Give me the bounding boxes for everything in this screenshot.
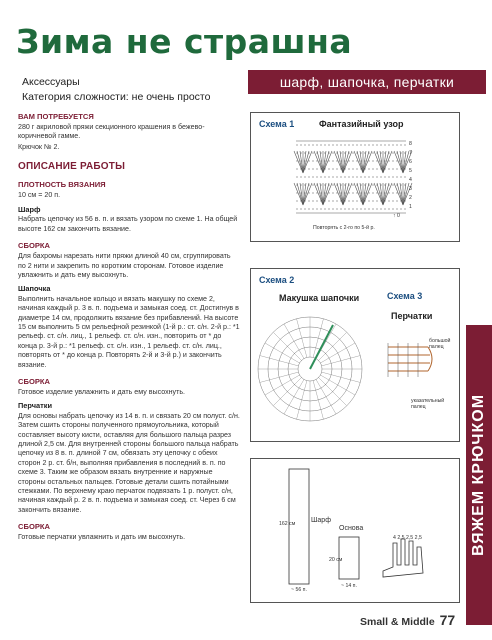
description-heading: ОПИСАНИЕ РАБОТЫ — [18, 161, 126, 173]
materials-heading: ВАМ ПОТРЕБУЕТСЯ — [18, 112, 94, 121]
page-footer — [360, 612, 455, 628]
difficulty: Категория сложности: не очень просто — [22, 91, 211, 103]
scheme-1-stitch — [377, 151, 383, 173]
page-number: 77 — [439, 612, 456, 628]
assembly-heading-3: СБОРКА — [18, 521, 51, 531]
scheme-1-row-number: 2 — [409, 195, 412, 201]
pattern-scarf-height: 162 см — [279, 521, 296, 527]
index-note: указательный палец — [411, 398, 445, 410]
scheme-1-stitch — [297, 183, 303, 205]
pattern-base-width: ~ 14 п. — [341, 583, 357, 589]
pattern-box — [250, 458, 460, 603]
scheme-1-stitch — [337, 183, 343, 205]
scheme-1-row-number: 5 — [409, 168, 412, 174]
scheme-1-stitch — [323, 183, 329, 205]
scheme-1-row-number: 3 — [409, 186, 412, 192]
scheme-1-stitch — [383, 151, 389, 173]
scheme-2-spoke — [297, 319, 307, 358]
scheme-2-spoke — [322, 356, 361, 366]
gloves-text: Для основы набрать цепочку из 14 в. п. и связать 20 см полуст. с/н. Затем сшить стороны полученного прямоугольника, который составляет высоту кисти, оставляя для большого пальца разрез длиной 2,5 см. Для внутренней стороны большого пальца набрать цепочку из 8 в. п. длиной 7 см, обвязать эту цепочку с обеих сторон 2 р. ст. б/н, выполняя прибавления в последний в. п. по схеме 3. Таким же образом вязать внутренние и наружные стороны остальных пальцев. Готовые детали сшить потайными стежками. По верхнему краю перчаток подвязать 1 р. полуст. с/н, начиная каждый р. 2 в. п. подъема и замыкая соед. ст. Через 6 см закончить вязание. — [18, 412, 240, 514]
scheme-2-spoke — [320, 343, 355, 363]
scarf-heading: Шарф — [18, 204, 41, 214]
scheme-2-spoke — [265, 375, 300, 395]
scheme-2-title: Макушка шапочки — [279, 293, 360, 303]
scheme-1-stitch — [397, 183, 403, 205]
thumb-note: большой палец — [429, 338, 451, 350]
scarf-text: Набрать цепочку из 56 в. п. и вязать узором по схеме 1. На общей высоте 162 см закончить вязание. — [18, 215, 238, 233]
scheme-1-stitch — [297, 151, 303, 173]
scheme-2-spoke — [284, 324, 304, 359]
scheme-2-3-box — [250, 268, 460, 442]
scheme-2-spoke — [322, 372, 361, 382]
scheme-2-spoke — [260, 356, 299, 366]
scheme-2-circle — [255, 309, 365, 429]
scheme-1-stitch — [317, 183, 323, 205]
gloves-heading: Перчатки — [18, 401, 53, 411]
scheme-2-spoke — [313, 381, 323, 420]
scheme-1-stitch — [357, 183, 363, 205]
scheme-1-stitch — [383, 183, 389, 205]
scheme-2-spoke — [316, 379, 336, 414]
scheme-1-stitch — [303, 151, 309, 173]
scheme-1-stitch — [397, 151, 403, 173]
assembly-heading-2: СБОРКА — [18, 376, 51, 386]
scheme-1-repeat: Повторять с 2-го по 5-й р. — [313, 225, 375, 231]
hook-text: Крючок № 2. — [18, 142, 60, 151]
side-tab-label: ВЯЖЕМ КРЮЧКОМ — [470, 393, 487, 557]
assembly-text-1: Для бахромы нарезать нити пряжи длиной 40 см, сгруппировать по 2 нити и закрепить по коротким сторонам. Готовое изделие увлажнить и дать ему высохнуть. — [18, 252, 231, 279]
pattern-scarf: Шарф — [311, 517, 331, 524]
density-text: 10 см = 20 п. — [18, 191, 61, 200]
scheme-2-spoke — [273, 377, 301, 405]
materials-text: 280 г акриловой пряжи секционного крашения в бежево-коричневой гамме. — [18, 123, 205, 141]
scheme-1-row-number: 4 — [409, 177, 412, 183]
scheme-1-row-number: 7 — [409, 150, 412, 156]
scheme-1-box — [250, 112, 460, 242]
page-title: Зима не страшна — [16, 22, 353, 61]
scheme-1-start: ↑ 0 — [393, 213, 400, 219]
footer-brand: Small & Middle — [360, 616, 435, 628]
scheme-2-spoke — [284, 379, 304, 414]
scheme-3-label: Схема 3 — [387, 291, 423, 301]
instructions-column — [18, 112, 240, 542]
density-heading: ПЛОТНОСТЬ ВЯЗАНИЯ — [18, 180, 106, 190]
scheme-1-row-number: 6 — [409, 159, 412, 165]
scheme-1-label: Схема 1 — [259, 119, 295, 129]
scheme-2-spoke — [273, 332, 301, 360]
scheme-1-stitch — [303, 183, 309, 205]
scheme-1-stitch — [343, 151, 349, 173]
scheme-1-title: Фантазийный узор — [319, 119, 404, 129]
assembly-heading-1: СБОРКА — [18, 241, 51, 251]
pattern-dims: 4 2,5 2,5 2,5 — [393, 535, 422, 541]
scheme-3-title: Перчатки — [391, 311, 433, 321]
assembly-text-2: Готовое изделие увлажнить и дать ему высохнуть. — [18, 387, 186, 396]
scheme-1-stitch — [323, 151, 329, 173]
hat-text: Выполнить начальное кольцо и вязать макушку по схеме 2, начиная каждый р. 3 в. п. подъема и замыкая соед. ст. Достигнув в диаметре 14 см, продолжить вязание без прибавлений. На высоте 15 см выполнить 5 см рельефной резинкой (1-й р.: ст. с/н. 2-й р.: *1 рельеф. ст. с/н. лиц., 1 рельеф. ст. с/н. изн., повторить от * до конца р. 3-й р.: *1 рельеф. ст. с/н. изн., 1 рельеф. ст. с/н. лиц., повторять от * до конца р. Повторять 2-й и 3-й р.) и закончить вязание. — [18, 295, 240, 369]
pattern-scarf-width: ~ 56 п. — [291, 587, 307, 593]
pattern-base-height: 20 см — [329, 557, 343, 563]
scheme-2-spoke — [297, 381, 307, 420]
scheme-1-row-number: 8 — [409, 141, 412, 147]
section-banner: шарф, шапочка, перчатки — [248, 70, 486, 94]
scheme-2-spoke — [318, 377, 346, 405]
scheme-1-stitch — [377, 183, 383, 205]
scheme-1-stitch — [337, 151, 343, 173]
scheme-1-stitch — [363, 151, 369, 173]
category: Аксессуары — [22, 76, 80, 88]
side-tab — [466, 325, 492, 625]
scheme-1-stitch — [317, 151, 323, 173]
scheme-2-spoke — [320, 375, 355, 395]
hat-heading: Шапочка — [18, 284, 51, 294]
scheme-1-row-number: 1 — [409, 204, 412, 210]
scheme-2-label: Схема 2 — [259, 275, 295, 285]
scheme-2-spoke — [265, 343, 300, 363]
assembly-text-3: Готовые перчатки увлажнить и дать им высохнуть. — [18, 532, 186, 541]
scheme-2-spoke — [260, 372, 299, 382]
scheme-1-stitch — [357, 151, 363, 173]
pattern-base: Основа — [339, 525, 364, 532]
scheme-1-chart — [251, 113, 459, 241]
scheme-1-stitch — [343, 183, 349, 205]
scheme-1-stitch — [363, 183, 369, 205]
